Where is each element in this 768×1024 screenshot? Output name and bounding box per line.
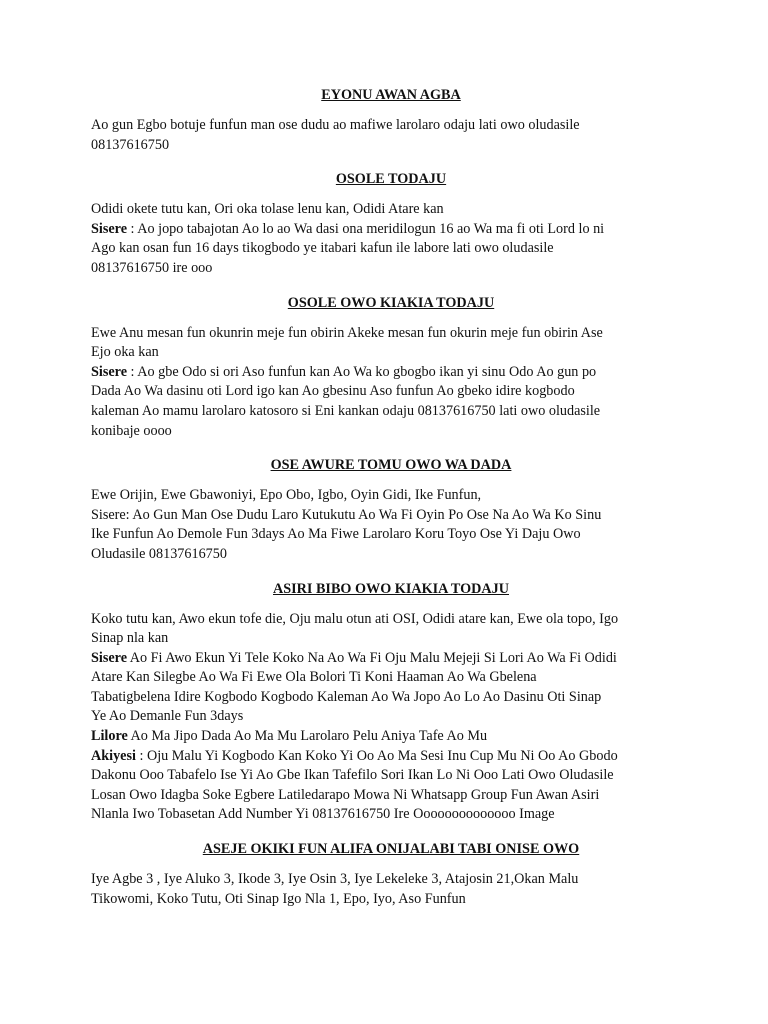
- title-spacer: [91, 599, 691, 610]
- text-line: [91, 525, 691, 545]
- line-text: Tabatigbelena Idire Kogbodo Kogbodo Kaleman Ao Wa Jopo Ao Lo Ao Dasinu Oti Sinap: [91, 688, 602, 705]
- line-text: 08137616750 ire ooo: [91, 259, 213, 276]
- text-line: [91, 668, 691, 688]
- line-text: Odidi okete tutu kan, Ori oka tolase lenu kan, Odidi Atare kan: [91, 201, 444, 218]
- text-line: [91, 890, 691, 910]
- bold-label: Lilore: [91, 728, 128, 745]
- line-text: Nlanla Iwo Tobasetan Add Number Yi 08137616750 Ire Oooooooooooooo Image: [91, 806, 555, 823]
- section-title: OSOLE TODAJU: [335, 171, 447, 188]
- section-title: EYONU AWAN AGBA: [321, 87, 461, 103]
- text-line: [91, 545, 691, 565]
- text-line: [91, 688, 691, 708]
- line-text: Ewe Orijin, Ewe Gbawoniyi, Epo Obo, Igbo, Oyin Gidi, Ike Funfun,: [91, 487, 482, 504]
- text-line: [91, 136, 691, 156]
- text-line: [91, 629, 691, 649]
- line-text: kaleman Ao mamu larolaro katosoro si Eni kankan odaju 08137616750 lati owo oludasile: [91, 402, 601, 419]
- text-line: [91, 239, 691, 259]
- text-line: [91, 220, 691, 240]
- text-line: [91, 610, 691, 630]
- text-line: [91, 259, 691, 279]
- text-line: [91, 363, 691, 383]
- text-line: [91, 766, 691, 786]
- line-text: Iye Agbe 3 , Iye Aluko 3, Ikode 3, Iye Osin 3, Iye Lekeleke 3, Atajosin 21,Okan Malu: [91, 871, 579, 888]
- text-line: [91, 707, 691, 727]
- section-spacer: [91, 155, 691, 169]
- line-text: Ao gun Egbo botuje funfun man ose dudu ao mafiwe larolaro odaju lati owo oludasile: [91, 117, 580, 133]
- section-spacer: [91, 441, 691, 455]
- text-line: [91, 486, 691, 506]
- line-text: Ago kan osan fun 16 days tikogbodo ye itabari kafun ile labore lati owo oludasile: [91, 240, 554, 257]
- section-spacer: [91, 279, 691, 293]
- text-line: [91, 747, 691, 767]
- text-line: [91, 116, 691, 136]
- line-text: Koko tutu kan, Awo ekun tofe die, Oju malu otun ati OSI, Odidi atare kan, Ewe ola topo, Igo: [91, 610, 619, 627]
- text-line: [91, 805, 691, 825]
- bold-label: Sisere: [91, 220, 127, 237]
- line-text: 08137616750: [91, 136, 170, 153]
- text-line: [91, 200, 691, 220]
- line-text: Atare Kan Silegbe Ao Wa Fi Ewe Ola Bolori Ti Koni Haaman Ao Wa Gbelena: [91, 669, 537, 686]
- line-text: Ao Ma Jipo Dada Ao Ma Mu Larolaro Pelu Aniya Tafe Ao Mu: [127, 728, 488, 745]
- section-title: ASIRI BIBO OWO KIAKIA TODAJU: [273, 580, 509, 597]
- text-line: [91, 506, 691, 526]
- line-text: Ejo oka kan: [91, 344, 159, 361]
- title-spacer: [91, 313, 691, 324]
- title-spacer: [91, 859, 691, 870]
- text-line: [91, 727, 691, 747]
- text-line: [91, 649, 691, 669]
- document-body: [91, 85, 691, 909]
- line-text: : Oju Malu Yi Kogbodo Kan Koko Yi Oo Ao Ma Sesi Inu Cup Mu Ni Oo Ao Gbodo: [135, 747, 618, 764]
- text-line: [91, 402, 691, 422]
- line-text: Sisere: Ao Gun Man Ose Dudu Laro Kutukutu Ao Wa Fi Oyin Po Ose Na Ao Wa Ko Sinu: [91, 506, 602, 523]
- line-text: Ewe Anu mesan fun okunrin meje fun obirin Akeke mesan fun okurin meje fun obirin Ase: [91, 324, 603, 341]
- line-text: Oludasile 08137616750: [91, 545, 227, 562]
- text-line: [91, 422, 691, 442]
- text-line: [91, 343, 691, 363]
- section-title: ASEJE OKIKI FUN ALIFA ONIJALABI TABI ONISE OWO: [202, 841, 580, 858]
- line-text: Sinap nla kan: [91, 630, 169, 647]
- bold-label: Akiyesi: [91, 747, 136, 764]
- line-text: konibaje oooo: [91, 422, 172, 439]
- title-spacer: [91, 475, 691, 486]
- bold-label: Sisere: [91, 649, 127, 666]
- section-spacer: [91, 825, 691, 839]
- text-line: [91, 786, 691, 806]
- line-text: Ye Ao Demanle Fun 3days: [91, 708, 244, 725]
- title-spacer: [91, 189, 691, 200]
- section-paragraph: [91, 610, 691, 826]
- bold-label: Sisere: [91, 363, 127, 380]
- line-text: Ao Fi Awo Ekun Yi Tele Koko Na Ao Wa Fi Oju Malu Mejeji Si Lori Ao Wa Fi Odidi: [127, 649, 617, 666]
- title-spacer: [91, 105, 691, 116]
- line-text: : Ao jopo tabajotan Ao lo ao Wa dasi ona meridilogun 16 ao Wa ma fi oti Lord lo ni: [127, 220, 605, 237]
- section-paragraph: [91, 116, 691, 155]
- section-paragraph: [91, 200, 691, 278]
- line-text: : Ao gbe Odo si ori Aso funfun kan Ao Wa ko gbogbo ikan yi sinu Odo Ao gun po: [127, 363, 597, 380]
- section-title: OSE AWURE TOMU OWO WA DADA: [270, 457, 512, 474]
- line-text: Ike Funfun Ao Demole Fun 3days Ao Ma Fiwe Larolaro Koru Toyo Ose Yi Daju Owo: [91, 526, 581, 543]
- section-paragraph: [91, 324, 691, 442]
- text-line: [91, 382, 691, 402]
- line-text: Tikowomi, Koko Tutu, Oti Sinap Igo Nla 1, Epo, Iyo, Aso Funfun: [91, 890, 466, 907]
- text-line: [91, 870, 691, 890]
- line-text: Dada Ao Wa dasinu oti Lord igo kan Ao gbesinu Aso funfun Ao gbeko idire kogbodo: [91, 383, 575, 400]
- section-spacer: [91, 565, 691, 579]
- section-paragraph: [91, 486, 691, 564]
- section-title: OSOLE OWO KIAKIA TODAJU: [287, 294, 495, 311]
- section-paragraph: [91, 870, 691, 909]
- text-line: [91, 324, 691, 344]
- line-text: Dakonu Ooo Tabafelo Ise Yi Ao Gbe Ikan Tafefilo Sori Ikan Lo Ni Ooo Lati Owo Oludasile: [91, 767, 614, 784]
- line-text: Losan Owo Idagba Soke Egbere Latiledarapo Mowa Ni Whatsapp Group Fun Awan Asiri: [91, 786, 600, 803]
